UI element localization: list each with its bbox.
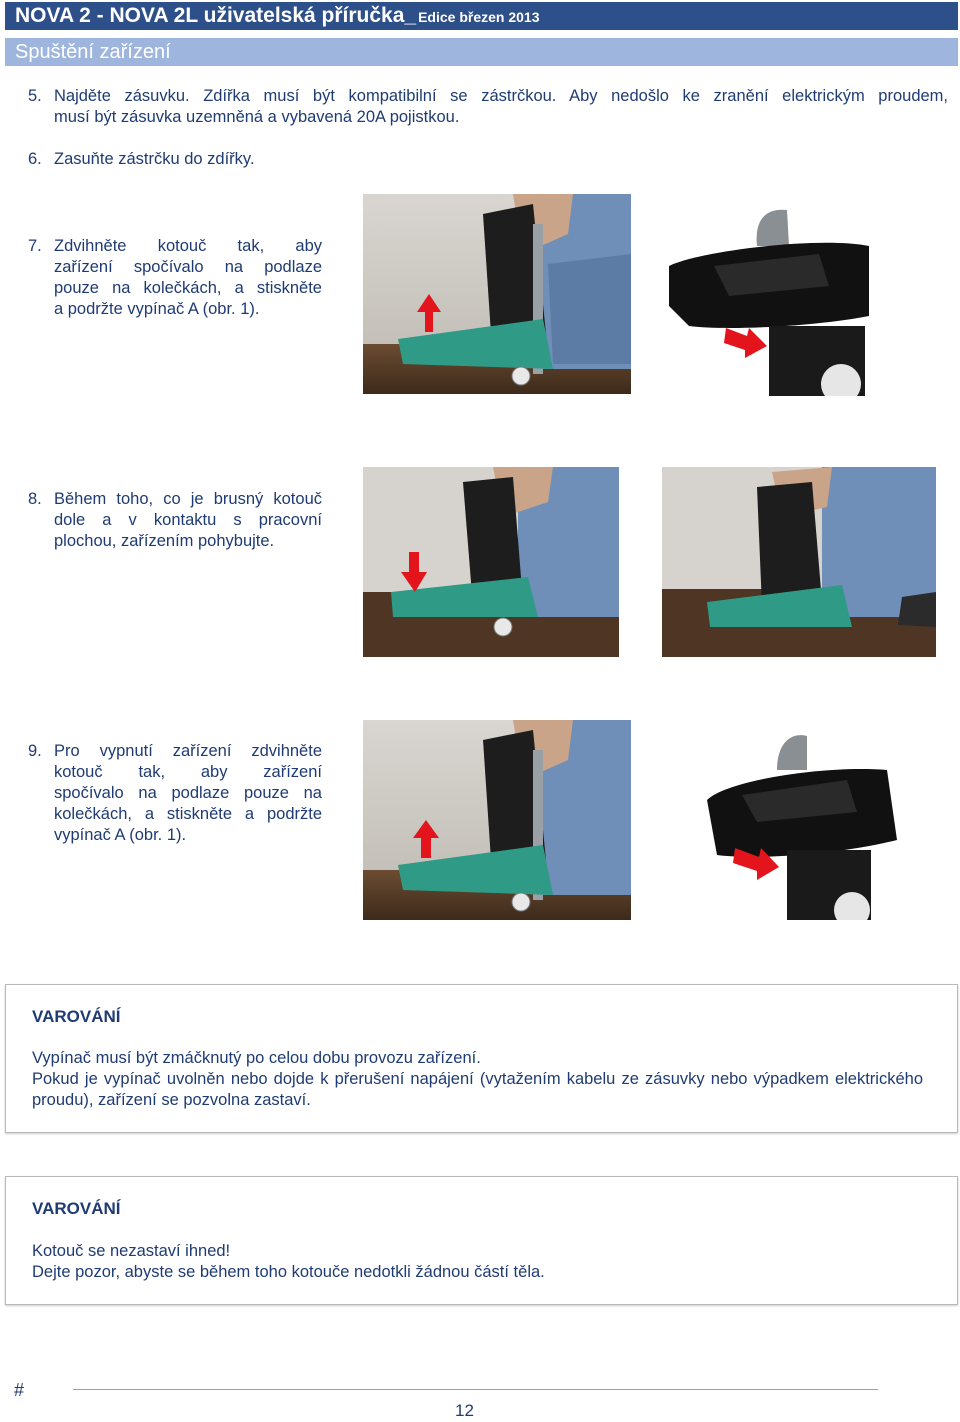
footer-divider: [73, 1389, 878, 1390]
step-text-line: vypínač A (obr. 1).: [54, 826, 187, 844]
step-6: [28, 149, 948, 170]
warning-title: VAROVÁNÍ: [32, 1007, 121, 1026]
step-number: 8.: [28, 490, 42, 508]
warning-text-line: Vypínač musí být zmáčknutý po celou dobu provozu zařízení.: [32, 1049, 481, 1067]
photo-machine-tilted-arrow-up-2: [363, 720, 631, 920]
step-text-line: zařízení spočívalo na podlaze: [54, 258, 322, 276]
step-8: [28, 489, 322, 552]
photo-handle-switch-arrow: [669, 206, 937, 396]
document-title: NOVA 2 - NOVA 2L uživatelská příručka_: [15, 4, 417, 27]
photo-machine-lowered-arrow-down: [363, 467, 619, 657]
step-text-line: dole a v kontaktu s pracovní: [54, 511, 322, 529]
step-text-line: kolečkách, a stiskněte a podržte: [54, 805, 322, 823]
warning-box-disc: [5, 1176, 958, 1305]
warning-text: [32, 1048, 923, 1111]
warning-text-line: Kotouč se nezastaví ihned!: [32, 1242, 231, 1260]
section-title: Spuštění zařízení: [5, 38, 958, 66]
warning-text-line: Pokud je vypínač uvolněn nebo dojde k přerušení napájení (vytažením kabelu ze zásuvky nebo výpadkem elektrického proudu), zařízení se pozvolna zastaví.: [32, 1070, 923, 1109]
step-text-line: plochou, zařízením pohybujte.: [54, 532, 275, 550]
document-edition: Edice březen 2013: [418, 9, 540, 25]
step-text-line: Zasuňte zástrčku do zdířky.: [54, 150, 255, 168]
warning-text-line: Dejte pozor, abyste se během toho kotouče nedotkli žádnou částí těla.: [32, 1263, 545, 1281]
warning-box-switch: [5, 984, 958, 1133]
step-text-line: Najděte zásuvku. Zdířka musí být kompatibilní se zástrčkou. Aby nedošlo ke zranění elektrickým proudem,: [54, 87, 948, 105]
footer-mark: #: [14, 1380, 25, 1400]
step-text-line: Zdvihněte kotouč tak, aby: [54, 237, 322, 255]
warning-text: [32, 1241, 923, 1283]
step-number: 5.: [28, 87, 42, 105]
step-number: 7.: [28, 237, 42, 255]
step-5: [28, 86, 948, 128]
warning-title: VAROVÁNÍ: [32, 1199, 121, 1218]
step-9: [28, 741, 322, 846]
step-text-line: pouze na kolečkách, a stiskněte: [54, 279, 322, 297]
step-text-line: musí být zásuvka uzemněná a vybavená 20A pojistkou.: [54, 108, 460, 126]
photo-handle-switch-arrow-2: [707, 730, 937, 920]
step-number: 9.: [28, 742, 42, 760]
document-header: [5, 2, 958, 30]
photo-machine-lowered-moving: [662, 467, 936, 657]
step-7: [28, 236, 322, 320]
step-text-line: spočívalo na podlaze pouze na: [54, 784, 322, 802]
step-text-line: a podržte vypínač A (obr. 1).: [54, 300, 260, 318]
step-text-line: kotouč tak, aby zařízení: [54, 763, 322, 781]
page-number: 12: [455, 1401, 474, 1420]
step-number: 6.: [28, 150, 42, 168]
step-text-line: Během toho, co je brusný kotouč: [54, 490, 322, 508]
step-text-line: Pro vypnutí zařízení zdvihněte: [54, 742, 322, 760]
photo-machine-tilted-arrow-up: [363, 194, 631, 394]
